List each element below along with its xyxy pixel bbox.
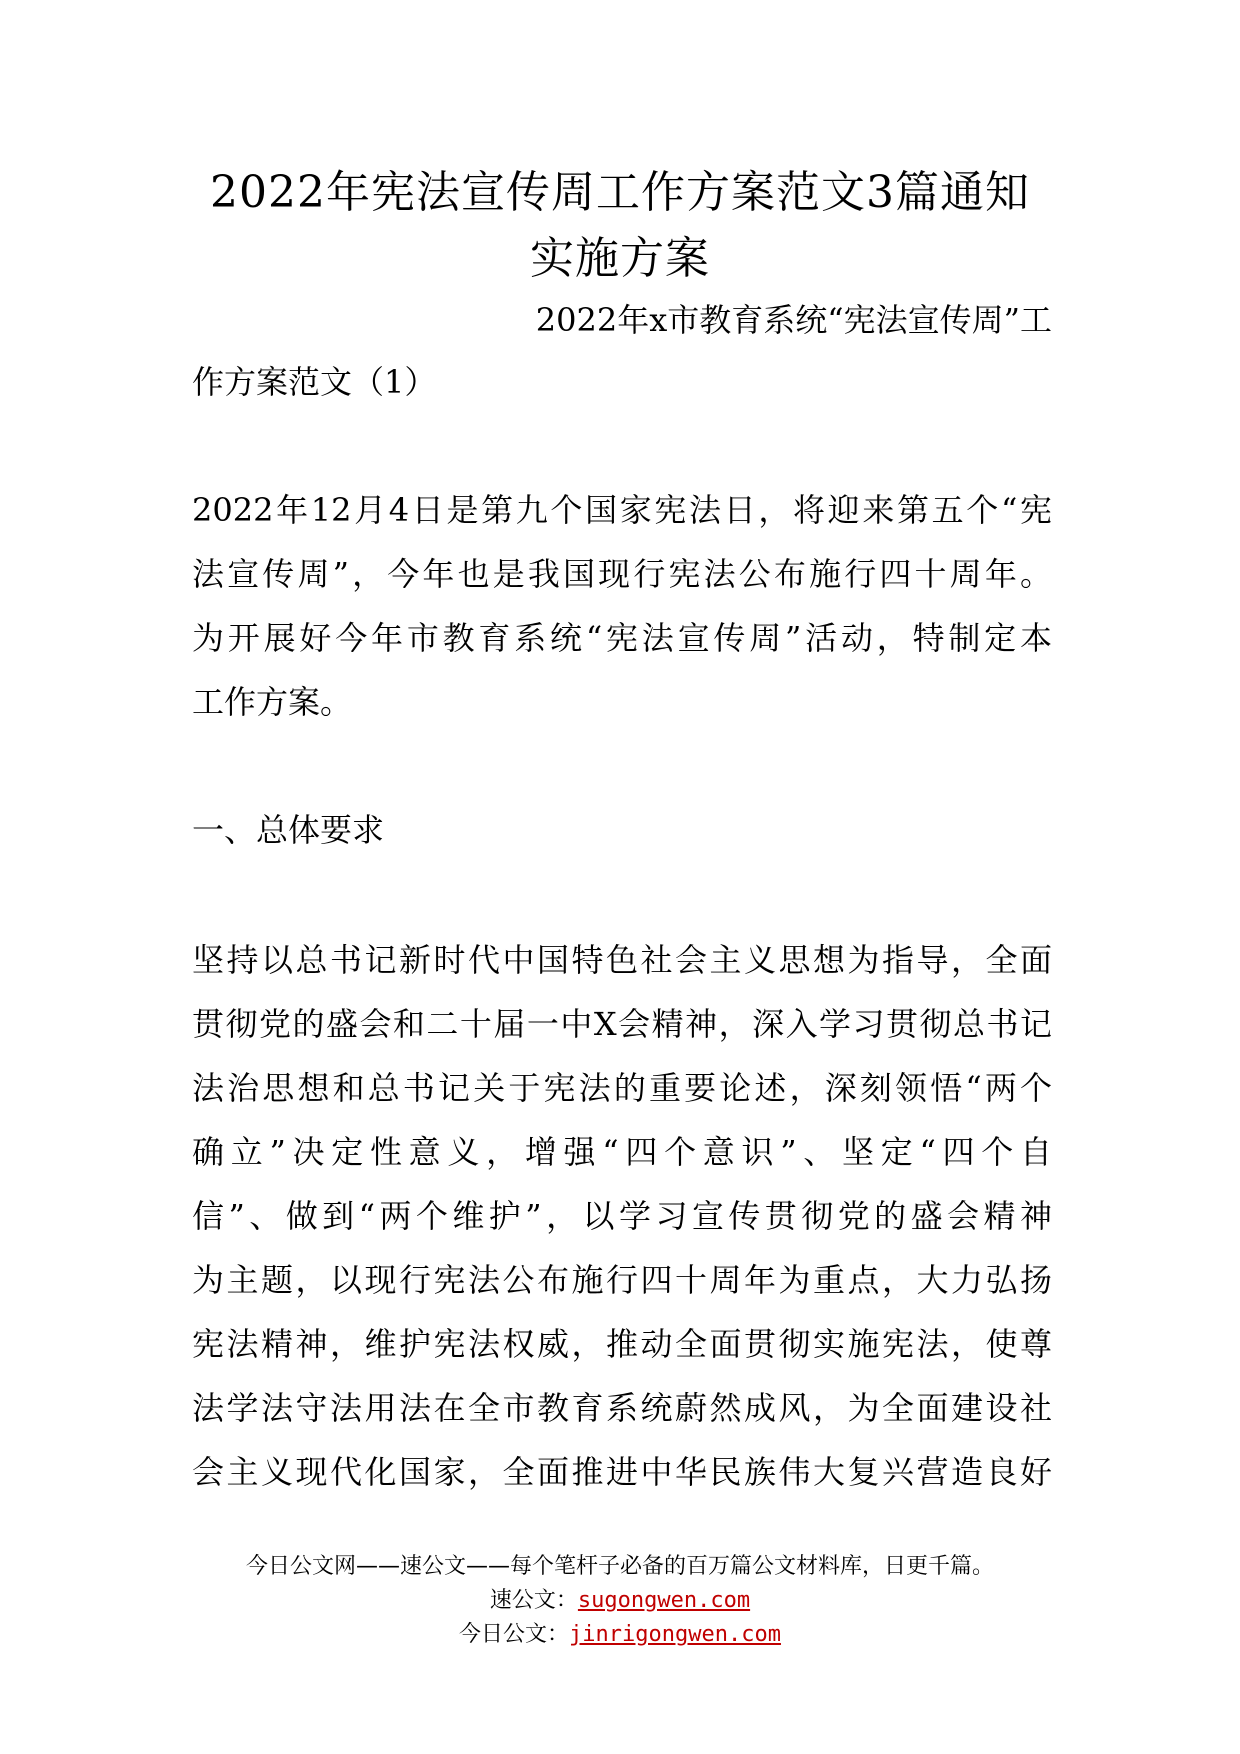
- intro-line: 工作方案。: [192, 683, 353, 721]
- section-heading: 一、总体要求: [192, 811, 385, 849]
- footer-link2-label: 今日公文：: [459, 1622, 570, 1647]
- subtitle-line-2: 作方案范文（1）: [192, 363, 437, 401]
- section-body-line: 宪法精神，维护宪法权威，推动全面贯彻实施宪法，使尊: [192, 1325, 1052, 1363]
- section-body-line: 法学法守法用法在全市教育系统蔚然成风，为全面建设社: [192, 1389, 1052, 1427]
- jinrigongwen-link[interactable]: jinrigongwen.com: [569, 1622, 781, 1647]
- section-body-line: 确立”决定性意义，增强“四个意识”、坚定“四个自: [192, 1133, 1052, 1171]
- intro-line: 为开展好今年市教育系统“宪法宣传周”活动，特制定本: [192, 619, 1052, 657]
- sugongwen-link[interactable]: sugongwen.com: [577, 1588, 751, 1613]
- intro-line: 2022年12月4日是第九个国家宪法日，将迎来第五个“宪: [192, 491, 1052, 529]
- footer-link-row-jinrigongwen: [0, 1620, 1240, 1650]
- section-body-line: 坚持以总书记新时代中国特色社会主义思想为指导，全面: [192, 941, 1052, 979]
- section-body-line: 法治思想和总书记关于宪法的重要论述，深刻领悟“两个: [192, 1069, 1052, 1107]
- subtitle-line-1: 2022年x市教育系统“宪法宣传周”工: [535, 301, 1052, 339]
- footer-link-row-sugongwen: [0, 1586, 1240, 1616]
- intro-line: 法宣传周”，今年也是我国现行宪法公布施行四十周年。: [192, 555, 1052, 593]
- document-title-line-1: 2022年宪法宣传周工作方案范文3篇通知: [210, 167, 1030, 218]
- section-body-line: 为主题，以现行宪法公布施行四十周年为重点，大力弘扬: [192, 1261, 1052, 1299]
- section-body-line: 信”、做到“两个维护”，以学习宣传贯彻党的盛会精神: [192, 1197, 1052, 1235]
- footer-link1-label: 速公文：: [489, 1588, 578, 1613]
- document-title-line-2: 实施方案: [530, 233, 710, 284]
- section-body-line: 贯彻党的盛会和二十届一中X会精神，深入学习贯彻总书记: [192, 1005, 1052, 1043]
- footer-tagline: 今日公文网——速公文——每个笔杆子必备的百万篇公文材料库，日更千篇。: [245, 1554, 994, 1579]
- section-body-line: 会主义现代化国家，全面推进中华民族伟大复兴营造良好: [192, 1453, 1052, 1491]
